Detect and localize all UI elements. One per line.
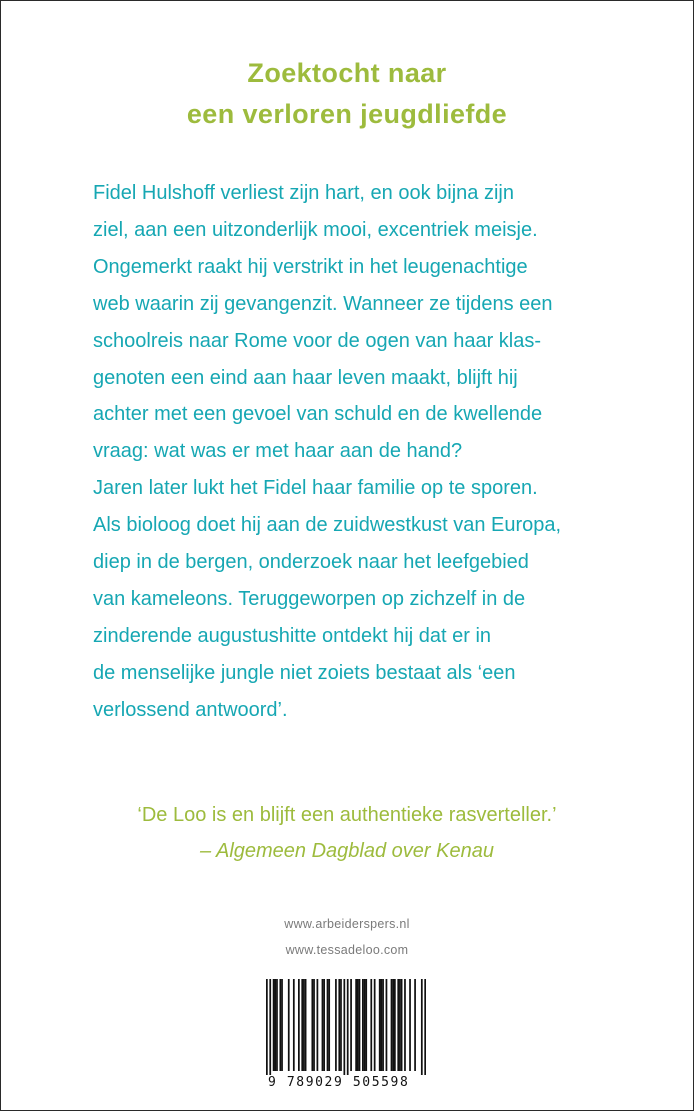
barcode-bar [364,979,366,1071]
barcode-bar [327,979,329,1071]
barcode-bar [335,979,337,1071]
barcode-bar [322,979,324,1071]
barcode-bar [355,979,357,1071]
barcode-bar [288,979,290,1071]
barcode-bar [397,979,399,1071]
barcode-bar [386,979,388,1071]
barcode-bar [281,979,283,1071]
barcode-bar [305,979,307,1071]
barcode-bar [359,979,361,1071]
barcode-bar [424,979,426,1075]
quote-source: – Algemeen Dagblad over Kenau [200,840,494,862]
blurb-line: Fidel Hulshoff verliest zijn hart, en ook bijna zijn [93,182,514,204]
barcode-bar [303,979,305,1071]
title-line-1: Zoektocht naar [247,58,447,88]
blurb-line: Ongemerkt raakt hij verstrikt in het leugenachtige [93,255,528,278]
barcode-bar [276,979,278,1071]
barcode-bar [379,979,381,1071]
barcode-bar [409,979,411,1071]
barcode-bar [317,979,319,1071]
isbn-number: 9 789029 505598 [268,1075,410,1090]
barcode-bar [391,979,393,1071]
barcode-bar [382,979,384,1071]
barcode-bar [298,979,300,1071]
blurb-line: Jaren later lukt het Fidel haar familie op te sporen. [93,477,538,500]
author-url: www.tessadeloo.com [285,943,409,957]
isbn-barcode [266,979,426,1089]
blurb-line: verlossend antwoord’. [93,698,288,721]
barcode-bar [421,979,423,1075]
blurb-line: Als bioloog doet hij aan de zuidwestkust van Europa, [93,514,562,537]
barcode-bar [340,979,342,1071]
barcode-bar [273,979,275,1071]
barcode-bar [279,979,281,1071]
blurb-line: schoolreis naar Rome voor de ogen van haar klas- [93,329,542,352]
blurb-line: van kameleons. Teruggeworpen op zichzelf in de [93,587,526,610]
barcode-bar [350,979,352,1071]
blurb-line: ziel, aan een uitzonderlijk mooi, excentriek meisje. [93,218,538,241]
barcode-bar [301,979,303,1071]
barcode-bar [274,979,276,1071]
barcode-bar [374,979,376,1071]
barcode-bar [338,979,340,1071]
title-line-2: een verloren jeugdliefde [186,99,508,129]
blurb-text [93,175,653,729]
publisher-url: www.arbeiderspers.nl [284,917,410,931]
barcode-bar [394,979,396,1071]
blurb-line: genoten een eind aan haar leven maakt, blijft hij [93,366,518,389]
barcode-bars [266,979,426,1075]
quote-text: ‘De Loo is en blijft een authentieke rasverteller.’ [137,804,557,826]
barcode-bar [365,979,367,1071]
barcode-bar [323,979,325,1071]
barcode-bar [362,979,364,1071]
barcode-bar [269,979,271,1075]
blurb-line: web waarin zij gevangenzit. Wanneer ze tijdens een [93,292,553,315]
blurb-line: diep in de bergen, onderzoek naar het leefgebied [93,551,529,574]
barcode-bar [404,979,406,1071]
barcode-bar [313,979,315,1071]
blurb-line: achter met een gevoel van schuld en de kwellende [93,403,543,426]
barcode-bar [399,979,401,1071]
press-quote [1,797,693,869]
cover-title [1,53,693,135]
website-links [1,911,693,963]
barcode-bar [401,979,403,1071]
blurb-line: zinderende augustushitte ontdekt hij dat er in [93,624,492,647]
barcode-bar [381,979,383,1071]
barcode-bar [293,979,295,1071]
barcode-bar [347,979,349,1075]
barcode-bar [343,979,345,1075]
barcode-bar [414,979,416,1071]
barcode-bar [392,979,394,1071]
barcode-bar [357,979,359,1071]
blurb-line: de menselijke jungle niet zoiets bestaat als ‘een [93,661,516,684]
barcode-bar [311,979,313,1071]
blurb-line: vraag: wat was er met haar aan de hand? [93,440,463,463]
barcode-bar [370,979,372,1071]
barcode-bar [266,979,268,1075]
barcode-bar [328,979,330,1071]
